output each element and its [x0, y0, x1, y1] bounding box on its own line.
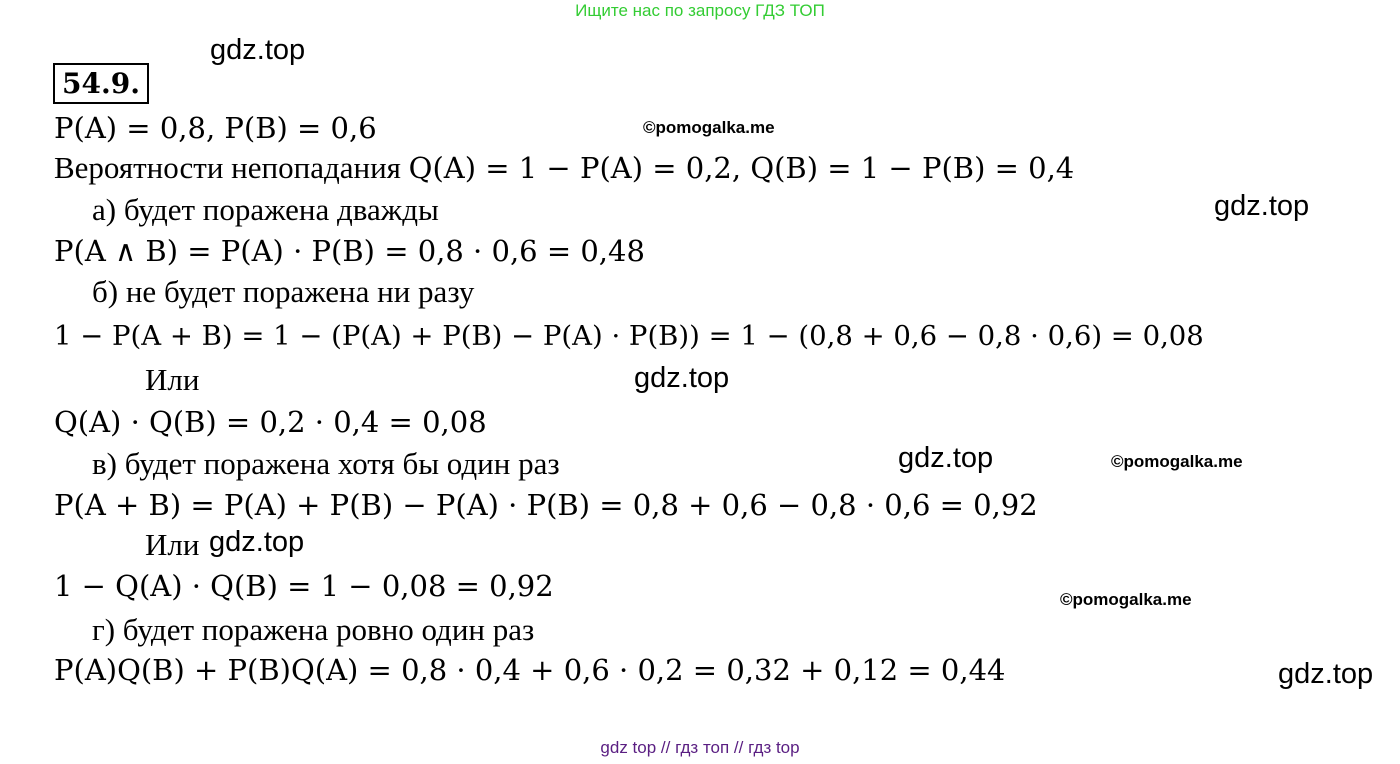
watermark-gdz: gdz.top	[634, 362, 730, 394]
top-banner: Ищите нас по запросу ГДЗ ТОП	[575, 1, 825, 20]
watermark-gdz: gdz.top	[1214, 190, 1310, 222]
miss-probability-line	[54, 150, 1074, 186]
watermark-gdz: gdz.top	[210, 34, 306, 66]
part-a-label: а) будет поражена дважды	[92, 192, 439, 227]
part-g-math: P(A)Q(B) + P(B)Q(A) = 0,8 · 0,4 + 0,6 · 0,2 = 0,32 + 0,12 = 0,44	[54, 653, 1006, 687]
part-v-label: в) будет поражена хотя бы один раз	[92, 446, 560, 481]
part-v-math: P(A + B) = P(A) + P(B) − P(A) · P(B) = 0,8 + 0,6 − 0,8 · 0,6 = 0,92	[54, 488, 1038, 522]
or-label: Или	[145, 362, 200, 397]
miss-text: Вероятности непопадания	[54, 150, 409, 185]
part-b-label: б) не будет поражена ни разу	[92, 274, 475, 309]
part-g-label: г) будет поражена ровно один раз	[92, 612, 535, 647]
watermark-gdz: gdz.top	[209, 526, 305, 558]
watermark-pomogalka: ©pomogalka.me	[1111, 452, 1243, 471]
watermark-pomogalka: ©pomogalka.me	[643, 118, 775, 137]
problem-number: 54.9.	[53, 63, 149, 104]
watermark-gdz: gdz.top	[898, 442, 994, 474]
part-v-math-alt: 1 − Q(A) · Q(B) = 1 − 0,08 = 0,92	[54, 569, 554, 603]
given-line: P(A) = 0,8, P(B) = 0,6	[54, 111, 377, 145]
miss-math: Q(A) = 1 − P(A) = 0,2, Q(B) = 1 − P(B) = 0,4	[408, 151, 1075, 185]
watermark-pomogalka: ©pomogalka.me	[1060, 590, 1192, 609]
footer-links: gdz top // гдз топ // гдз top	[600, 738, 800, 757]
part-b-math-alt: Q(A) · Q(B) = 0,2 · 0,4 = 0,08	[54, 405, 487, 439]
or-label: Или	[145, 527, 200, 562]
part-b-math: 1 − P(A + B) = 1 − (P(A) + P(B) − P(A) · P(B)) = 1 − (0,8 + 0,6 − 0,8 · 0,6) = 0,08	[54, 320, 1204, 352]
part-a-math: P(A ∧ B) = P(A) · P(B) = 0,8 · 0,6 = 0,48	[54, 234, 645, 268]
watermark-gdz: gdz.top	[1278, 658, 1374, 690]
